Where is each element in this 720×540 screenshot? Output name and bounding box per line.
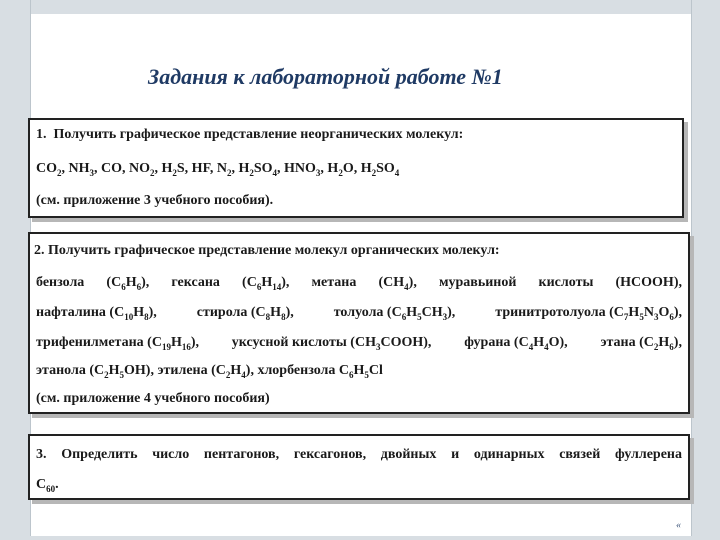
task-2-line-4: этанола $(C_2H_5OH)$, этилена $(C_2H_4)$, хлорбензола $C_6H_5Cl$ [36,363,383,380]
task-1-heading: 1. Получить графическое представление неорганических молекул: [36,127,464,142]
task-2-line-3: трифенилметана $(C_{19}H_{16})$, уксусной кислоты $(CH_3COOH)$, фурана $(C_4H_4O)$, этана $(C_2H_6)$, [36,335,682,352]
task-1-box [28,118,684,218]
page-title: Задания к лабораторной работе №1 [148,64,503,89]
task-1-formulas: $CO_2$, $NH_3$, CO, $NO_2$, $H_2S$, HF, $N_2$, $H_2SO_4$, $HNO_3$, $H_2O$, $H_2SO_4$ [36,161,400,178]
frame-top-bar [0,0,720,14]
task-2-note: (см. приложение 4 учебного пособия) [36,391,270,406]
task-3-line-1: 3. Определить число пентагонов, гексагонов, двойных и одинарных связей фуллерена [36,447,682,462]
task-2-heading: 2. Получить графическое представление молекул органических молекул: [34,243,500,258]
footer-mark: « [676,520,681,531]
task-1-note: (см. приложение 3 учебного пособия). [36,193,274,208]
task-2-box [28,232,690,414]
task-3-line-2: $C_{60}$. [36,477,59,494]
task-2-line-1: бензола $(C_6H_6)$, гексана $(C_6H_{14})$, метана $(CH_4)$, муравьиной кислоты (HCOOH), [36,275,682,292]
frame-right-line [691,0,692,540]
frame-right-bar [692,0,720,540]
frame-bottom-bar [0,536,720,540]
task-2-line-2: нафталина $(C_{10}H_8)$, стирола $(C_8H_8)$, толуола $(C_6H_5CH_3)$, тринитротолуола $(C_7H_5N_3O_6)$, [36,305,682,322]
frame-left-bar [0,0,30,540]
task-3-box [28,434,690,500]
